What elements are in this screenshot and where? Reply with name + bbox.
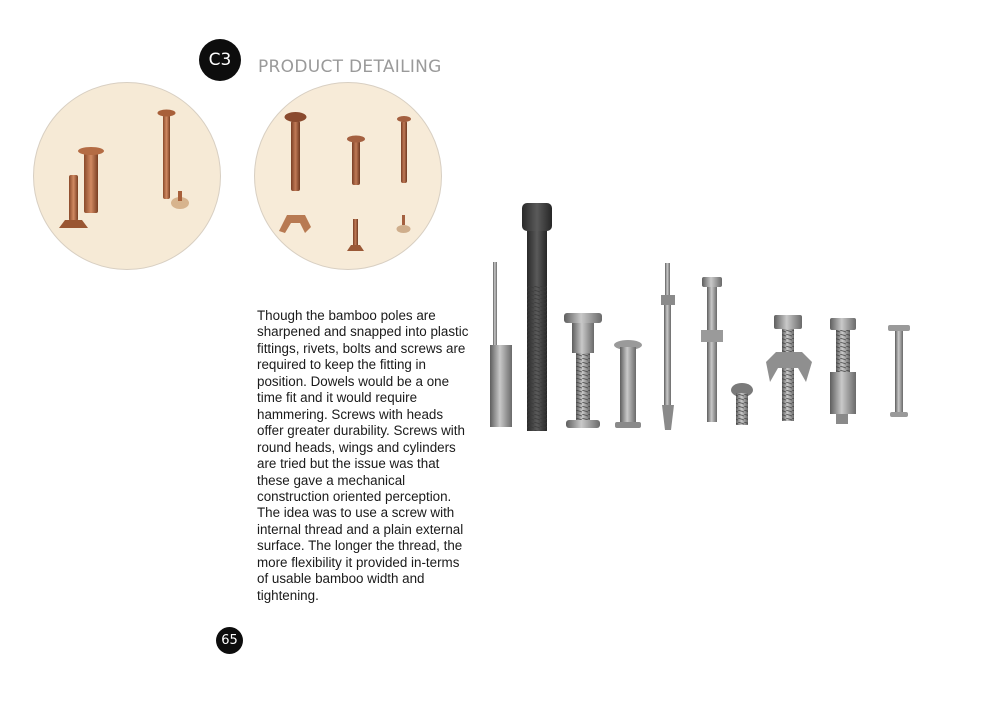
section-badge-label: C3 <box>208 50 232 70</box>
page-title: PRODUCT DETAILING <box>258 57 442 77</box>
page-number-badge <box>216 627 243 654</box>
body-paragraph: Though the bamboo poles are sharpened and snapped into plastic fittings, rivets, bolts and screws are required to keep the fitting in position. Dowels would be a one time fit and it would require hammering. Screws with heads offer greater durability. Screws with round heads, wings and cylinders are tried but the issue was that these gave a mechanical construction oriented perception. The idea was to use a screw with internal thread and a plain external surface. The longer the thread, the more flexibility it provided in-terms of usable bamboo width and tightening. <box>257 308 469 603</box>
page-number: 65 <box>221 633 238 648</box>
steel-hardware-photo <box>480 190 930 445</box>
section-badge <box>199 39 241 81</box>
copper-rivets-photo <box>33 82 221 270</box>
copper-fasteners-photo <box>254 82 442 270</box>
